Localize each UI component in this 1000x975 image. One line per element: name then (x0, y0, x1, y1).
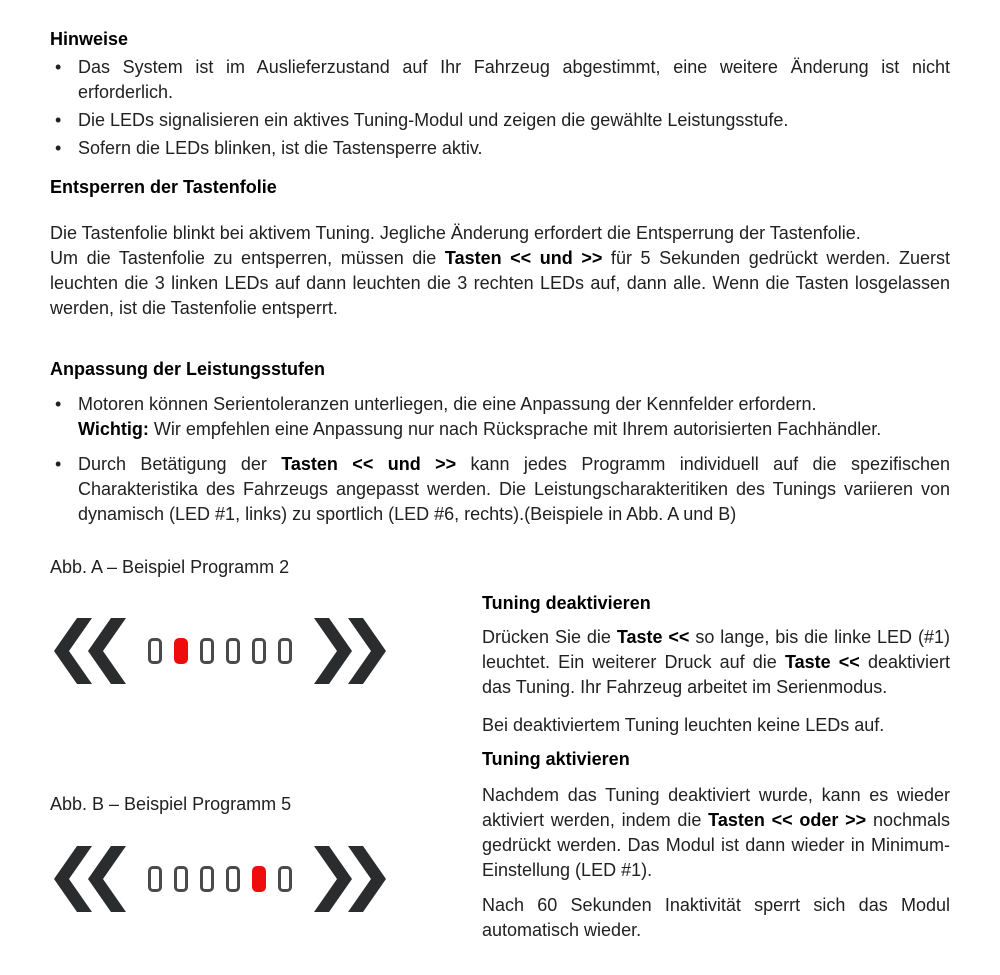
activate-paragraph: Nachdem das Tuning deaktiviert wurde, kann es wieder aktiviert werden, indem die Tasten << oder >> nochmals gedrückt werden. Das Modul ist dann wieder in Minimum-Einstellung (LED #1). (482, 785, 950, 880)
deactivate-note: Bei deaktiviertem Tuning leuchten keine LEDs auf. (482, 715, 885, 735)
led-inactive (278, 866, 292, 892)
list-item (50, 392, 950, 442)
list-item (50, 55, 950, 105)
bullet-text: Sofern die LEDs blinken, ist die Tastensperre aktiv. (78, 138, 483, 158)
list-item (50, 108, 950, 133)
bullet-text (78, 392, 950, 442)
bullet-text: Durch Betätigung der Tasten << und >> kann jedes Programm individuell auf die spezifischen Charakteristika des Fahrzeugs angepasst werden. Die Leistungscharakteritiken des Tunings variieren von dynamisch (LED #1, links) zu sportlich (LED #6, rechts).(Beispiele in Abb. A und B) (78, 454, 950, 524)
bullet-icon: • (55, 57, 62, 77)
paragraph-line: Wichtig: Wir empfehlen eine Anpassung nur nach Rücksprache mit Ihrem autorisierten Fachhändler. (78, 419, 882, 439)
paragraph-line: Die Tastenfolie blinkt bei aktivem Tuning. Jegliche Änderung erfordert die Entsperrung der Tastenfolie. (50, 223, 861, 243)
list-item (50, 136, 950, 161)
led-strip (148, 638, 292, 664)
figure-b (54, 846, 386, 912)
paragraph-body: Um die Tastenfolie zu entsperren, müssen die Tasten << und >> für 5 Sekunden gedrückt werden. Zuerst leuchten die 3 linken LEDs auf dann leuchten die 3 rechten LEDs auf, dann alle. Wenn die Tasten losgelassen werden, ist die Tastenfolie entsperrt. (50, 248, 950, 318)
hinweise-bullet-list (50, 55, 950, 161)
bullet-text: Die LEDs signalisieren ein aktives Tuning-Modul und zeigen die gewählte Leistungsstufe. (78, 110, 789, 130)
led-strip (148, 866, 292, 892)
led-active (252, 866, 266, 892)
list-item (50, 452, 950, 527)
led-active (174, 638, 188, 664)
bullet-icon: • (55, 394, 62, 414)
led-inactive (226, 638, 240, 664)
entsperren-paragraph (50, 221, 950, 321)
deactivate-paragraph: Drücken Sie die Taste << so lange, bis die linke LED (#1) leuchtet. Ein weiterer Druck auf die Taste << deaktiviert das Tuning. Ihr Fahrzeug arbeitet im Serienmodus. (482, 627, 950, 697)
paragraph-line: Motoren können Serientoleranzen unterliegen, die eine Anpassung der Kennfelder erfordern. (78, 394, 817, 414)
led-inactive (226, 866, 240, 892)
led-inactive (148, 638, 162, 664)
figure-a (54, 618, 386, 684)
bullet-icon: • (55, 454, 62, 474)
bullet-text: Das System ist im Auslieferzustand auf Ihr Fahrzeug abgestimmt, eine weitere Änderung ist nicht erforderlich. (78, 57, 950, 102)
activate-note: Nach 60 Sekunden Inaktivität sperrt sich das Modul automatisch wieder. (482, 895, 950, 940)
led-inactive (148, 866, 162, 892)
led-inactive (174, 866, 188, 892)
double-chevron-left-icon (54, 846, 126, 912)
double-chevron-left-icon (54, 618, 126, 684)
heading-tuning-aktivieren: Tuning aktivieren (482, 749, 630, 769)
led-inactive (200, 638, 214, 664)
heading-anpassung: Anpassung der Leistungsstufen (50, 359, 326, 379)
figure-a-label: Abb. A – Beispiel Programm 2 (50, 557, 290, 577)
double-chevron-right-icon (314, 618, 386, 684)
heading-tuning-deaktivieren: Tuning deaktivieren (482, 593, 651, 613)
figures-and-instructions-area (50, 550, 950, 975)
bullet-icon: • (55, 110, 62, 130)
heading-hinweise: Hinweise (50, 29, 129, 49)
led-inactive (200, 866, 214, 892)
anpassung-bullet-list (50, 392, 950, 527)
led-inactive (278, 638, 292, 664)
figure-b-label: Abb. B – Beispiel Programm 5 (50, 794, 292, 814)
led-inactive (252, 638, 266, 664)
bullet-icon: • (55, 138, 62, 158)
double-chevron-right-icon (314, 846, 386, 912)
heading-entsperren: Entsperren der Tastenfolie (50, 177, 277, 197)
